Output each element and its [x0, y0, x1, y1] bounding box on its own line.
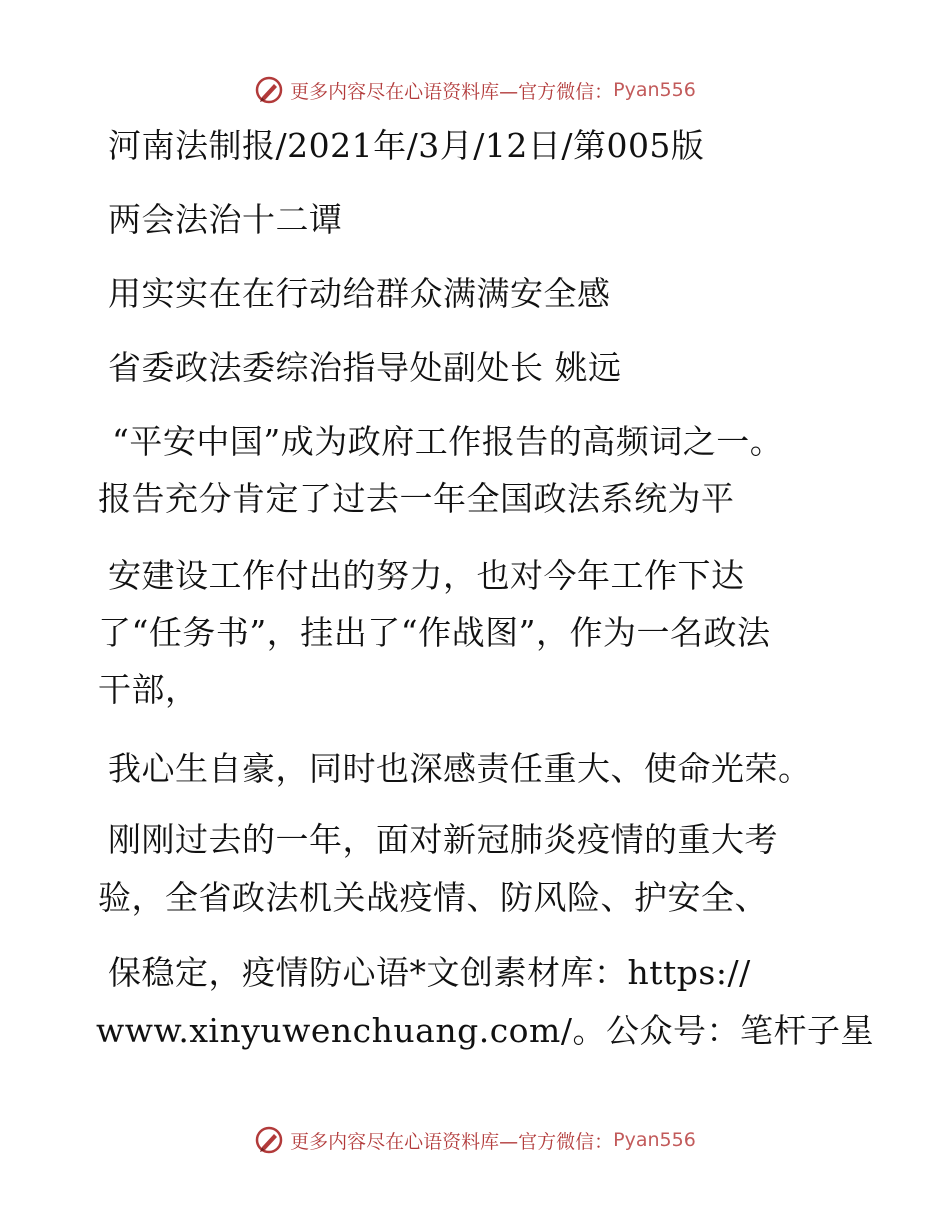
doc-line-paragraph: 验，全省政法机关战疫情、防风险、护安全、: [98, 878, 768, 917]
watermark-banner-top: [0, 68, 950, 112]
doc-line-paragraph: 了“任务书”，挂出了“作战图”，作为一名政法: [98, 613, 771, 652]
watermark-text: 更多内容尽在心语资料库—官方微信：: [290, 80, 614, 103]
pen-circle-logo-icon: [254, 1125, 284, 1155]
watermark-wechat-id: Pyan556: [613, 79, 696, 101]
doc-line-headline: 用实实在在行动给群众满满安全感: [108, 274, 611, 313]
watermark-wechat-id: Pyan556: [613, 1129, 696, 1151]
doc-line-author: 省委政法委综治指导处副处长 姚远: [108, 348, 622, 387]
doc-line-paragraph: www.xinyuwenchuang.com/。公众号：笔杆子星: [96, 1011, 874, 1050]
doc-line-paragraph: 安建设工作付出的努力，也对今年工作下达: [108, 556, 745, 595]
doc-line-source: 河南法制报/2021年/3月/12日/第005版: [108, 126, 705, 165]
watermark-banner-bottom: [0, 1118, 950, 1162]
doc-line-paragraph: 我心生自豪，同时也深感责任重大、使命光荣。: [108, 749, 812, 788]
doc-line-paragraph: 保稳定，疫情防心语*文创素材库：https://: [108, 953, 751, 992]
doc-line-paragraph: 报告充分肯定了过去一年全国政法系统为平: [98, 479, 735, 518]
doc-line-column: 两会法治十二谭: [108, 200, 343, 239]
pen-circle-logo-icon: [254, 75, 284, 105]
doc-line-paragraph: “平安中国”成为政府工作报告的高频词之一。: [112, 422, 784, 461]
doc-line-paragraph: 干部，: [98, 670, 199, 709]
doc-line-paragraph: 刚刚过去的一年，面对新冠肺炎疫情的重大考: [108, 820, 778, 859]
watermark-text: 更多内容尽在心语资料库—官方微信：: [290, 1130, 614, 1153]
